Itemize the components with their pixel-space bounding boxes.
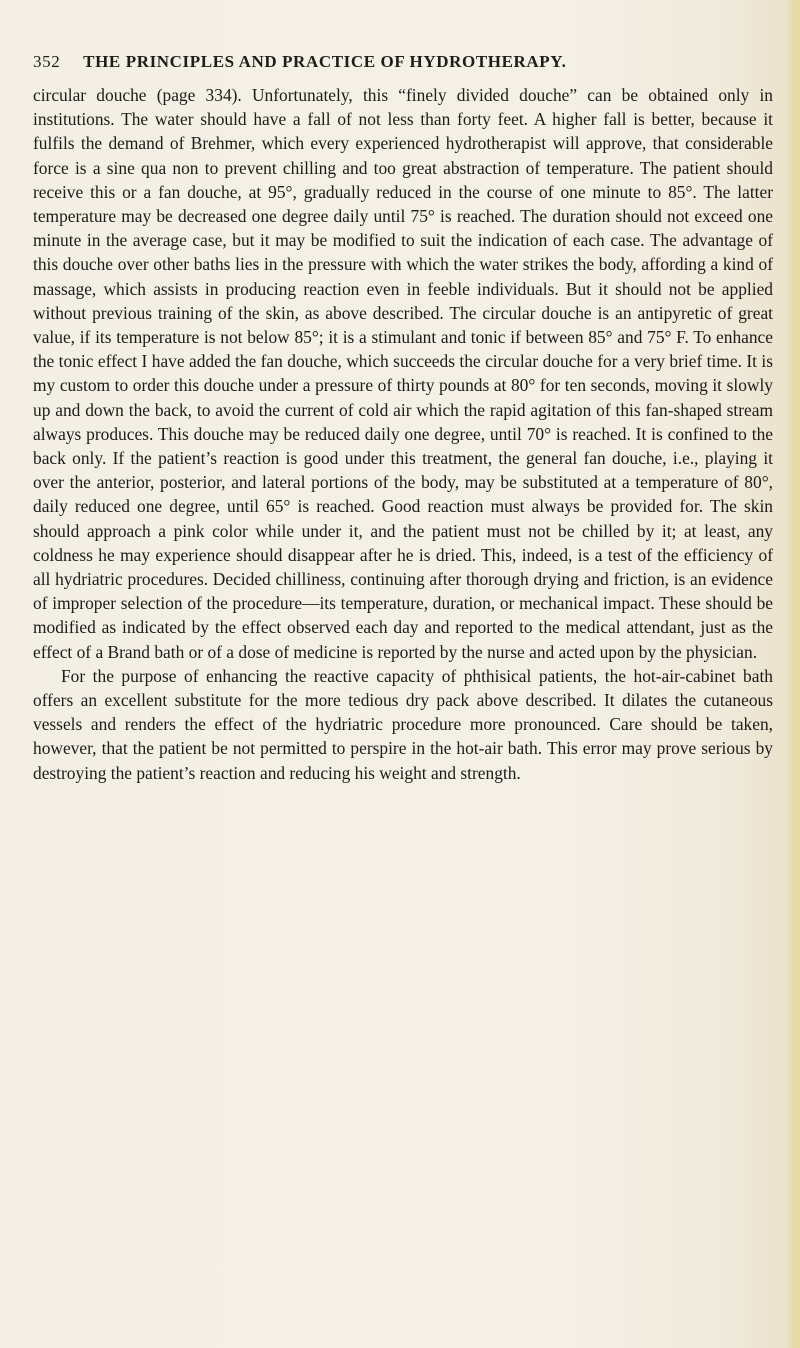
paragraph-1: circular douche (page 334). Unfortunately, this “finely divided douche” can be obtained only in institutions. The water should have a fall of not less than forty feet. A higher fall is better, because it fulfils the demand of Brehmer, which every experienced hydrotherapist will approve, that considerable force is a sine qua non to prevent chilling and too great abstraction of temperature. The patient should receive this or a fan douche, at 95°, gradually reduced in the course of one minute to 85°. The latter temperature may be decreased one degree daily until 75° is reached. The duration should not exceed one minute in the average case, but it may be modified to suit the indication of each case. The advantage of this douche over other baths lies in the pressure with which the water strikes the body, affording a kind of massage, which assists in producing reaction even in feeble individuals. But it should not be applied without previous training of the skin, as above described. The circular douche is an antipyretic of great value, if its temperature is not below 85°; it is a stimulant and tonic if between 85° and 75° F. To enhance the tonic effect I have added the fan douche, which succeeds the circular douche for a very brief time. It is my custom to order this douche under a pressure of thirty pounds at 80° for ten seconds, moving it slowly up and down the back, to avoid the current of cold air which the rapid agitation of this fan-shaped stream always produces. This douche may be reduced daily one degree, until 70° is reached. It is confined to the back only. If the patient’s reaction is good under this treatment, the general fan douche, i.e., playing it over the anterior, posterior, and lateral portions of the body, may be substituted at a temperature of 80°, daily reduced one degree, until 65° is reached. Good reaction must always be provided for. The skin should approach a pink color while under it, and the patient must not be chilled by it; at least, any coldness he may experience should disappear after he is dried. This, indeed, is a test of the efficiency of all hydriatric procedures. Decided chilliness, continuing after thorough drying and friction, is an evidence of improper selection of the procedure—its temperature, duration, or mechanical impact. These should be modified as indicated by the effect observed each day and reported to the medical attendant, just as the effect of a Brand bath or of a dose of medicine is reported by the nurse and acted upon by the physician. <box>33 85 773 662</box>
body-text <box>33 83 773 785</box>
paragraph-2: For the purpose of enhancing the reactive capacity of phthisical patients, the hot-air-cabinet bath offers an excellent substitute for the more tedious dry pack above described. It dilates the cutaneous vessels and renders the effect of the hydriatric procedure more pronounced. Care should be taken, however, that the patient be not permitted to perspire in the hot-air bath. This error may prove serious by destroying the patient’s reaction and reducing his weight and strength. <box>33 665 773 783</box>
page-header <box>33 52 773 72</box>
page-number: 352 <box>33 52 61 71</box>
running-title: THE PRINCIPLES AND PRACTICE OF HYDROTHERAPY. <box>83 52 567 71</box>
page-edge-shadow <box>786 0 800 1348</box>
